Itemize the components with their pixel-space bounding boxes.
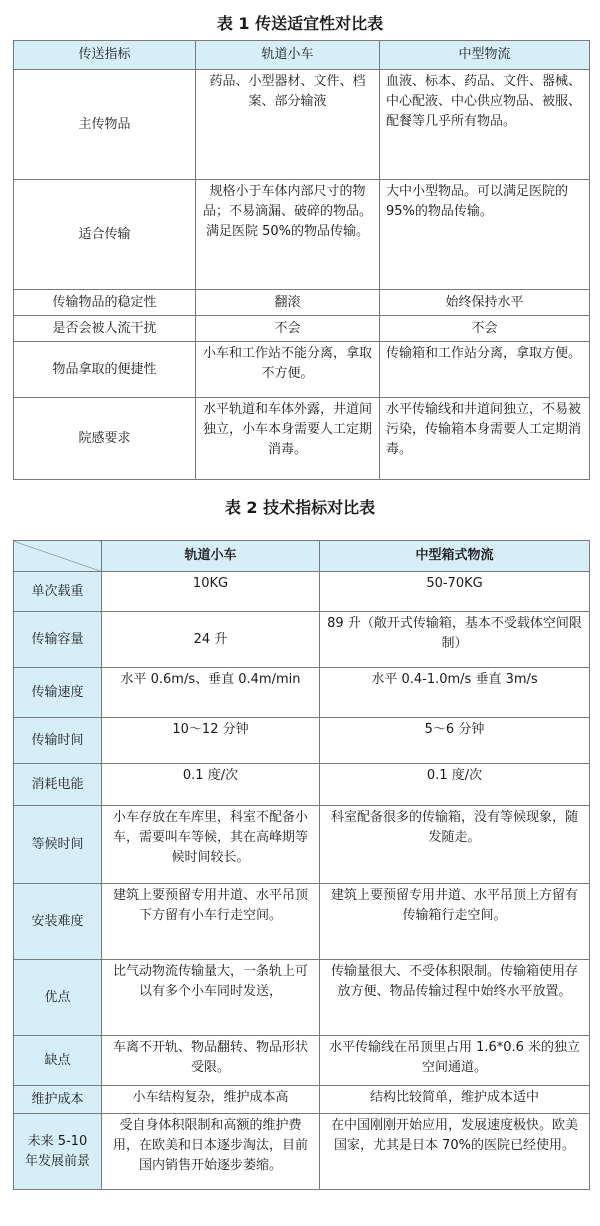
table-row — [14, 1114, 590, 1190]
table-row — [14, 806, 590, 884]
table-row — [14, 884, 590, 960]
cell-rail-car: 建筑上要预留专用井道、水平吊顶下方留有小车行走空间。 — [102, 884, 320, 960]
cell-rail-car: 小车和工作站不能分离，拿取不方便。 — [196, 342, 380, 398]
table-header-row — [14, 541, 590, 572]
cell-medium-logistics: 水平传输线和井道间独立，不易被污染，传输箱本身需要人工定期消毒。 — [380, 398, 590, 480]
suitability-table — [13, 40, 590, 480]
cell-rail-car: 水平轨道和车体外露，井道间独立，小车本身需要人工定期消毒。 — [196, 398, 380, 480]
column-header: 轨道小车 — [102, 541, 320, 572]
cell-medium-logistics: 传输箱和工作站分离，拿取方便。 — [380, 342, 590, 398]
technical-index-table — [13, 540, 590, 1190]
cell-box-logistics: 传输量很大、不受体积限制。传输箱使用存放方便、物品传输过程中始终水平放置。 — [320, 960, 590, 1036]
table-row — [14, 290, 590, 316]
row-label: 是否会被人流干扰 — [14, 316, 196, 342]
row-label: 传输物品的稳定性 — [14, 290, 196, 316]
column-header: 轨道小车 — [196, 41, 380, 70]
table2-title: 表 2 技术指标对比表 — [224, 498, 376, 517]
row-label: 缺点 — [14, 1036, 102, 1086]
table1-title: 表 1 传送适宜性对比表 — [216, 14, 384, 33]
row-label: 未来 5-10 年发展前景 — [14, 1114, 102, 1190]
row-label: 传输时间 — [14, 718, 102, 764]
cell-rail-car: 10～12 分钟 — [102, 718, 320, 764]
row-label: 传输容量 — [14, 612, 102, 668]
row-label: 适合传输 — [14, 180, 196, 290]
row-label: 单次载重 — [14, 572, 102, 612]
cell-box-logistics: 建筑上要预留专用井道、水平吊顶上方留有传输箱行走空间。 — [320, 884, 590, 960]
cell-rail-car: 规格小于车体内部尺寸的物品；不易滴漏、破碎的物品。满足医院 50%的物品传输。 — [196, 180, 380, 290]
table-row — [14, 1036, 590, 1086]
table-row — [14, 180, 590, 290]
cell-medium-logistics: 大中小型物品。可以满足医院的 95%的物品传输。 — [380, 180, 590, 290]
cell-box-logistics: 水平传输线在吊顶里占用 1.6*0.6 米的独立空间通道。 — [320, 1036, 590, 1086]
cell-rail-car: 车离不开轨、物品翻转、物品形状受限。 — [102, 1036, 320, 1086]
table-row — [14, 612, 590, 668]
column-header: 中型物流 — [380, 41, 590, 70]
cell-box-logistics: 0.1 度/次 — [320, 764, 590, 806]
cell-box-logistics: 50-70KG — [320, 572, 590, 612]
row-label: 院感要求 — [14, 398, 196, 480]
row-label: 主传物品 — [14, 70, 196, 180]
row-label: 等候时间 — [14, 806, 102, 884]
column-header: 中型箱式物流 — [320, 541, 590, 572]
cell-rail-car: 小车存放在车库里，科室不配备小车，需要叫车等候，其在高峰期等候时间较长。 — [102, 806, 320, 884]
cell-box-logistics: 89 升（敞开式传输箱，基本不受载体空间限制） — [320, 612, 590, 668]
cell-rail-car: 药品、小型器材、文件、档案、部分输液 — [196, 70, 380, 180]
cell-rail-car: 10KG — [102, 572, 320, 612]
column-header: 传送指标 — [14, 41, 196, 70]
table-row — [14, 70, 590, 180]
cell-rail-car: 受自身体积限制和高额的维护费用，在欧美和日本逐步淘汰，目前国内销售开始逐步萎缩。 — [102, 1114, 320, 1190]
table-row — [14, 342, 590, 398]
corner-header — [14, 541, 102, 572]
row-label: 优点 — [14, 960, 102, 1036]
cell-rail-car: 不会 — [196, 316, 380, 342]
cell-rail-car: 比气动物流传输量大，一条轨上可以有多个小车同时发送， — [102, 960, 320, 1036]
cell-rail-car: 小车结构复杂，维护成本高 — [102, 1086, 320, 1114]
table-row — [14, 1086, 590, 1114]
cell-box-logistics: 在中国刚刚开始应用，发展速度极快。欧美国家，尤其是日本 70%的医院已经使用。 — [320, 1114, 590, 1190]
row-label: 安装难度 — [14, 884, 102, 960]
row-label: 维护成本 — [14, 1086, 102, 1114]
cell-rail-car: 24 升 — [102, 612, 320, 668]
table-row — [14, 398, 590, 480]
cell-medium-logistics: 始终保持水平 — [380, 290, 590, 316]
table-row — [14, 718, 590, 764]
cell-box-logistics: 科室配备很多的传输箱，没有等候现象，随发随走。 — [320, 806, 590, 884]
table-row — [14, 960, 590, 1036]
cell-box-logistics: 水平 0.4-1.0m/s 垂直 3m/s — [320, 668, 590, 718]
cell-box-logistics: 5～6 分钟 — [320, 718, 590, 764]
table-row — [14, 764, 590, 806]
cell-rail-car: 水平 0.6m/s、垂直 0.4m/min — [102, 668, 320, 718]
row-label: 传输速度 — [14, 668, 102, 718]
table-row — [14, 668, 590, 718]
table-row — [14, 316, 590, 342]
row-label: 消耗电能 — [14, 764, 102, 806]
row-label: 物品拿取的便捷性 — [14, 342, 196, 398]
cell-rail-car: 翻滚 — [196, 290, 380, 316]
table-row — [14, 572, 590, 612]
table-header-row — [14, 41, 590, 70]
cell-medium-logistics: 不会 — [380, 316, 590, 342]
cell-medium-logistics: 血液、标本、药品、文件、器械、中心配液、中心供应物品、被服、配餐等几乎所有物品。 — [380, 70, 590, 180]
cell-rail-car: 0.1 度/次 — [102, 764, 320, 806]
cell-box-logistics: 结构比较简单，维护成本适中 — [320, 1086, 590, 1114]
